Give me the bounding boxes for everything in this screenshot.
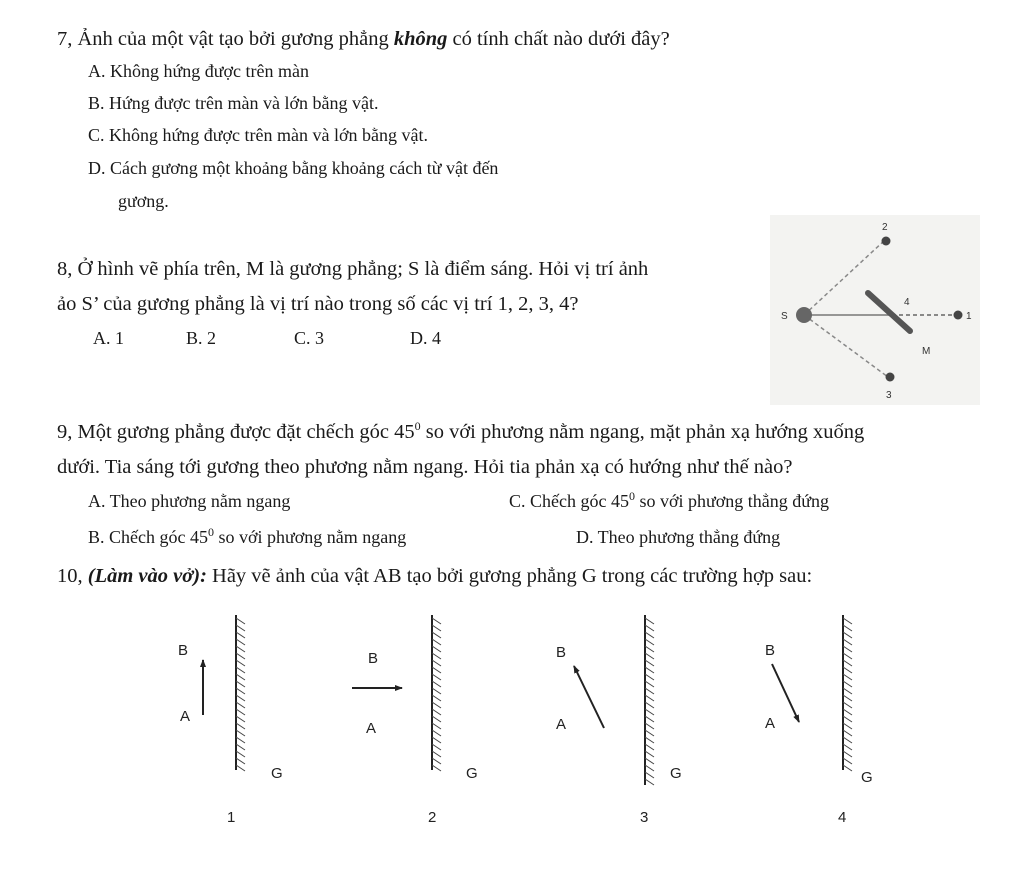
mirror-g-4 — [843, 615, 852, 771]
source-s — [796, 307, 812, 323]
label-1: 1 — [966, 311, 972, 322]
q10-number: 10, — [57, 565, 88, 587]
q9-degree-sup: 0 — [414, 419, 421, 433]
figure-1 — [178, 615, 283, 826]
figure-2 — [352, 615, 478, 826]
label-g-2: G — [466, 765, 478, 782]
q7-option-b: B. Hứng được trên màn và lớn bằng vật. — [88, 93, 379, 113]
label-g-3: G — [670, 765, 682, 782]
q9-option-c-text: C. Chếch góc 45 — [509, 491, 629, 511]
object-ab-3 — [574, 666, 604, 728]
label-s: S — [781, 311, 788, 322]
label-g-1: G — [271, 765, 283, 782]
point-1 — [954, 311, 963, 320]
q8-option-d: D. 4 — [410, 328, 441, 348]
figure-3 — [556, 615, 682, 826]
point-3 — [886, 373, 895, 382]
q9-option-d: D. Theo phương thẳng đứng — [576, 527, 781, 547]
q8-option-a: A. 1 — [93, 328, 124, 348]
q9-stem-line1 — [57, 421, 864, 444]
mirror-g-1 — [236, 615, 245, 771]
q10-stem — [57, 565, 812, 588]
label-a-1: A — [180, 708, 191, 725]
label-a-3: A — [556, 716, 567, 733]
q8-stem-line1: 8, Ở hình vẽ phía trên, M là gương phẳng; S là điểm sáng. Hỏi vị trí ảnh — [57, 258, 649, 280]
q8-option-c: C. 3 — [294, 328, 325, 348]
label-3: 3 — [886, 390, 892, 401]
q10-stem-text: Hãy vẽ ảnh của vật AB tạo bởi gương phẳng G trong các trường hợp sau: — [206, 565, 813, 587]
q7-stem-text: 7, Ảnh của một vật tạo bởi gương phẳng — [57, 28, 394, 50]
label-a-2: A — [366, 720, 377, 737]
label-4: 4 — [904, 297, 910, 308]
q9-stem-text-end: so với phương nằm ngang, mặt phản xạ hướng xuống — [420, 421, 865, 443]
q8-stem-line2: ảo S’ của gương phẳng là vị trí nào trong số các vị trí 1, 2, 3, 4? — [57, 293, 579, 315]
figure-4 — [765, 615, 873, 826]
q9-option-b-text: B. Chếch góc 45 — [88, 527, 208, 547]
figure-number-2: 2 — [428, 809, 437, 826]
q9-stem-text: 9, Một gương phẳng được đặt chếch góc 45 — [57, 421, 415, 443]
q7-option-a: A. Không hứng được trên màn — [88, 61, 309, 81]
label-b-3: B — [556, 644, 567, 661]
label-b-1: B — [178, 642, 189, 659]
q7-stem-text-end: có tính chất nào dưới đây? — [447, 28, 670, 50]
q9-option-b-sup: 0 — [207, 525, 214, 539]
q7-stem — [57, 28, 670, 51]
label-a-4: A — [765, 715, 776, 732]
figure-number-4: 4 — [838, 809, 847, 826]
q9-stem-line2: dưới. Tia sáng tới gương theo phương nằm ngang. Hỏi tia phản xạ có hướng như thế nào? — [57, 456, 793, 478]
label-g-4: G — [861, 769, 873, 786]
q8-option-b: B. 2 — [186, 328, 217, 348]
q9-option-b-text-end: so với phương nằm ngang — [213, 527, 407, 547]
q10-instruction: (Làm vào vở): — [87, 565, 207, 587]
q9-option-c — [509, 491, 829, 512]
q7-option-c: C. Không hứng được trên màn và lớn bằng vật. — [88, 125, 428, 145]
q8-mirror-figure — [770, 215, 980, 405]
object-ab-4 — [772, 664, 799, 722]
q7-option-d-cont: gương. — [118, 191, 169, 211]
label-2: 2 — [882, 222, 888, 233]
q9-option-b — [88, 527, 406, 548]
label-b-2: B — [368, 650, 379, 667]
point-2 — [882, 237, 891, 246]
q7-option-d: D. Cách gương một khoảng bằng khoảng cách từ vật đến — [88, 158, 499, 178]
figure-number-1: 1 — [227, 809, 236, 826]
q9-option-a: A. Theo phương nằm ngang — [88, 491, 291, 511]
label-b-4: B — [765, 642, 776, 659]
q9-option-c-text-end: so với phương thẳng đứng — [634, 491, 830, 511]
mirror-g-3 — [645, 615, 654, 785]
figure-number-3: 3 — [640, 809, 649, 826]
q10-figures — [0, 600, 1024, 870]
q9-option-c-sup: 0 — [628, 489, 635, 503]
mirror-g-2 — [432, 615, 441, 771]
q7-stem-emphasis: không — [393, 28, 448, 50]
label-m: M — [922, 346, 931, 357]
